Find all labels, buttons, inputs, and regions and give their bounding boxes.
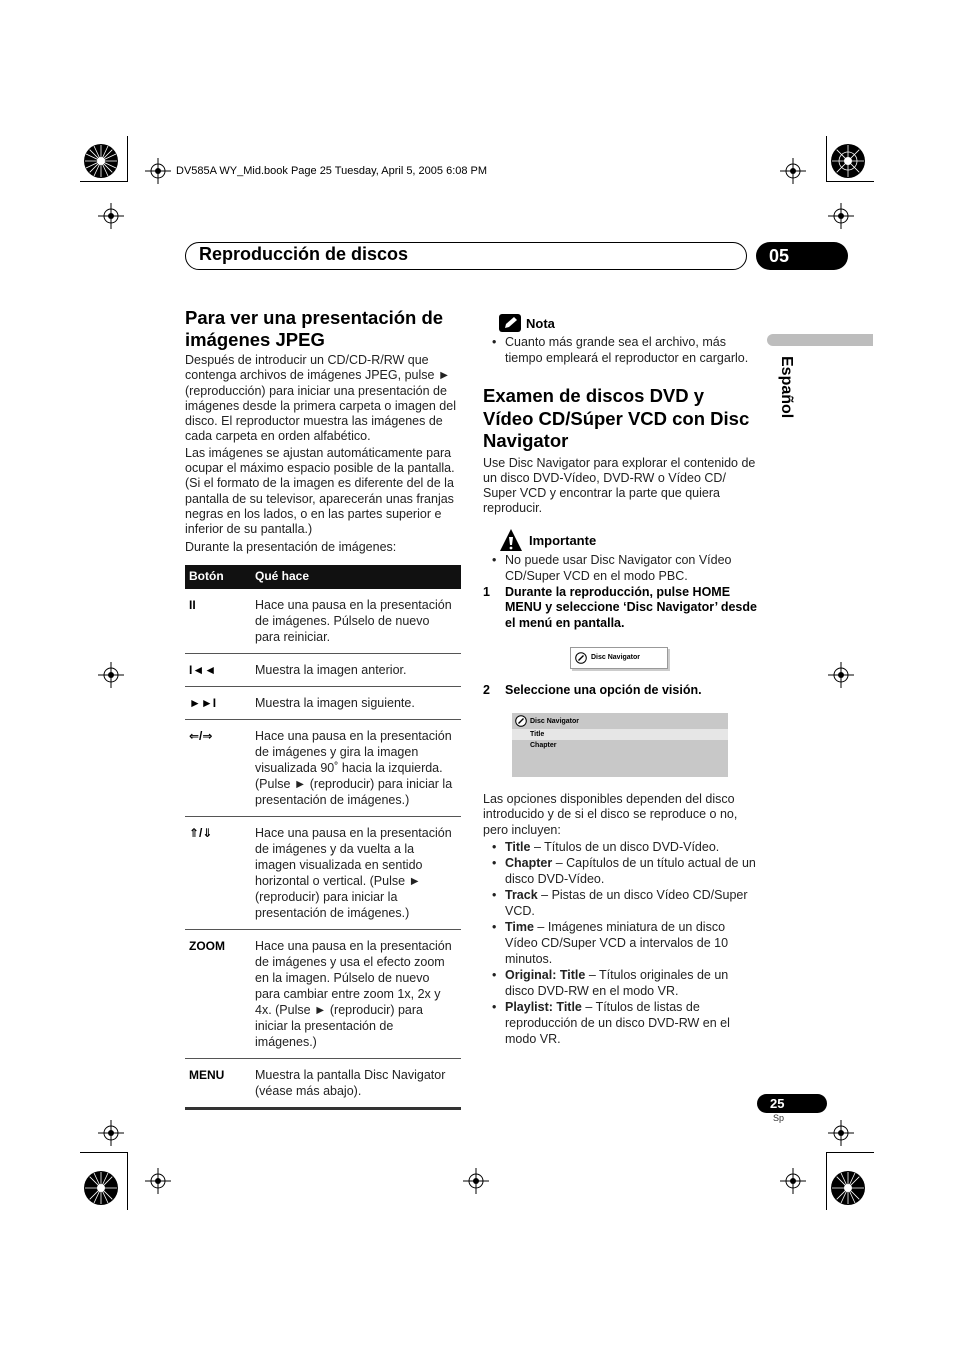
crop-line (826, 136, 827, 182)
crosshair-mark-icon (98, 203, 124, 229)
menu-key: MENU (185, 1059, 251, 1109)
table-row (185, 930, 461, 1059)
options-intro: Las opciones disponibles dependen del disco introducido y de si el disco se reproduce o no, pero incluyen: (483, 792, 738, 837)
option-term: Original: Title (505, 967, 586, 982)
important-box (499, 528, 757, 584)
option-desc: – Títulos originales de un disco DVD-RW en el modo VR. (505, 967, 729, 998)
step-text: Seleccione una opción de visión. (505, 683, 702, 697)
navigator-intro: Use Disc Navigator para explorar el contenido de un disco DVD-Vídeo, DVD-RW o Vídeo CD/ Super VCD y encontrar la parte que quiera reproducir. (483, 455, 756, 516)
option-desc: – Imágenes miniatura de un disco Vídeo CD/Super VCD a intervalos de 10 minutos. (505, 919, 729, 966)
jpeg-during-text: Durante la presentación de imágenes: (185, 539, 397, 554)
list-item (483, 967, 758, 999)
crosshair-mark-icon (780, 1168, 806, 1194)
table-cell: Muestra la pantalla Disc Navigator (véase más abajo). (251, 1059, 461, 1109)
crosshair-mark-icon (145, 158, 171, 184)
table-header-button: Botón (185, 565, 251, 589)
osd-disc-navigator-button[interactable] (570, 647, 668, 669)
next-key-icon: ►►I (185, 687, 251, 720)
note-item: • Cuanto más grande sea el archivo, más tiempo empleará el reproductor en cargarlo. (483, 334, 757, 366)
previous-key-icon: I◄◄ (185, 654, 251, 687)
list-item (483, 839, 758, 855)
important-item: • No puede usar Disc Navigator con Vídeo CD/Super VCD en el modo PBC. (483, 552, 757, 584)
osd-button-label: Disc Navigator (591, 654, 641, 661)
table-row (185, 654, 461, 687)
option-term: Playlist: Title (505, 999, 582, 1014)
step-1 (483, 585, 758, 631)
crosshair-mark-icon (828, 1120, 854, 1146)
table-cell: Muestra la imagen anterior. (251, 654, 461, 687)
jpeg-heading: Para ver una presentación de imágenes JPEG (185, 307, 444, 350)
note-label: Nota (526, 315, 555, 331)
table-row (185, 589, 461, 654)
table-cell: Hace una pausa en la presentación de imágenes y gira la imagen visualizada 90˚ hacia la izquierda. (Pulse ► (reproducir) para iniciar la presentación de imágenes.) (251, 720, 461, 817)
crosshair-mark-icon (98, 1120, 124, 1146)
table-cell: Hace una pausa en la presentación de imágenes y usa el efecto zoom en la imagen. Púlselo de nuevo para cambiar entre zoom 1x, 2x y 4x. (Pulse ► (reproducir) para iniciar la presentación de imágenes.) (251, 930, 461, 1059)
zoom-key: ZOOM (185, 930, 251, 1059)
page-lang-code: Sp (773, 1113, 785, 1123)
language-tab (767, 334, 873, 346)
crop-line (80, 181, 128, 182)
option-term: Chapter (505, 855, 553, 870)
option-desc: – Títulos de listas de reproducción de un disco DVD-RW en el modo VR. (505, 999, 730, 1046)
table-cell: Hace una pausa en la presentación de imágenes y da vuelta a la imagen visualizada en sentido horizontal o vertical. (Pulse ► (reproducir) para iniciar la presentación de imágenes.) (251, 817, 461, 930)
crop-line (127, 136, 128, 182)
options-section (483, 792, 758, 1047)
table-row (185, 817, 461, 930)
warning-icon (499, 528, 523, 552)
crop-line (826, 1152, 874, 1153)
up-down-arrow-icon: ⇑/⇓ (185, 817, 251, 930)
option-term: Time (505, 919, 534, 934)
registration-disc-icon (830, 1170, 866, 1206)
step-number: 2 (483, 683, 490, 697)
note-box (499, 314, 757, 366)
list-item (483, 887, 758, 919)
option-term: Track (505, 887, 538, 902)
table-cell: Muestra la imagen siguiente. (251, 687, 461, 720)
crosshair-mark-icon (98, 662, 124, 688)
disc-navigator-icon (575, 652, 587, 664)
step-2 (483, 683, 758, 698)
language-label: Español (778, 356, 795, 419)
table-header-action: Qué hace (251, 565, 461, 589)
option-desc: – Títulos de un disco DVD-Vídeo. (530, 839, 720, 854)
registration-disc-icon (830, 143, 866, 179)
print-info: DV585A WY_Mid.book Page 25 Tuesday, April 5, 2005 6:08 PM (176, 165, 488, 177)
option-desc: – Pistas de un disco Vídeo CD/Super VCD. (505, 887, 748, 918)
crosshair-mark-icon (463, 1168, 489, 1194)
navigator-section (483, 385, 758, 517)
crop-line (127, 1152, 128, 1210)
table-row (185, 720, 461, 817)
registration-disc-icon (83, 1170, 119, 1206)
crosshair-mark-icon (828, 203, 854, 229)
left-right-arrow-icon: ⇐/⇒ (185, 720, 251, 817)
crosshair-mark-icon (780, 158, 806, 184)
osd-option-chapter[interactable]: Chapter (530, 742, 557, 749)
crosshair-mark-icon (828, 662, 854, 688)
list-item (483, 999, 758, 1047)
step-text: Durante la reproducción, pulse HOME MENU y seleccione ‘Disc Navigator’ desde el menú en pantalla. (505, 585, 757, 630)
table-row (185, 687, 461, 720)
crop-line (826, 1152, 827, 1210)
section-title: Reproducción de discos (199, 244, 409, 264)
osd-disc-navigator-panel (512, 713, 728, 777)
jpeg-section (185, 307, 463, 555)
crop-line (80, 1152, 128, 1153)
pause-key-icon: II (185, 589, 251, 654)
table-row (185, 1059, 461, 1109)
jpeg-intro: Después de introducir un CD/CD-R/RW que contenga archivos de imágenes JPEG, pulse ► (reproducción) para iniciar una presentación de imágenes desde la primera carpeta o imagen del disco. El reproductor muestra las imágenes de cada carpeta en orden alfabético. (185, 353, 456, 444)
registration-disc-icon (83, 143, 119, 179)
table-cell: Hace una pausa en la presentación de imágenes. Púlselo de nuevo para reiniciar. (251, 589, 461, 654)
osd-panel-title: Disc Navigator (530, 718, 580, 725)
crosshair-mark-icon (145, 1168, 171, 1194)
option-desc: – Capítulos de un título actual de un disco DVD-Vídeo. (505, 855, 756, 886)
list-item (483, 919, 758, 967)
option-term: Title (505, 839, 531, 854)
important-label: Importante (529, 532, 597, 548)
note-pencil-icon (499, 314, 521, 332)
button-table (185, 565, 461, 1110)
crop-line (826, 181, 874, 182)
step-number: 1 (483, 585, 490, 599)
list-item (483, 855, 758, 887)
navigator-heading: Examen de discos DVD y Vídeo CD/Súper VCD con Disc Navigator (483, 385, 750, 451)
page-number: 25 (757, 1094, 827, 1113)
osd-option-title[interactable]: Title (512, 729, 728, 740)
chapter-badge: 05 (756, 242, 848, 270)
jpeg-adjust-text: Las imágenes se ajustan automáticamente para ocupar el máximo espacio posible de la pantalla. (Si el formato de la imagen es diferente del de la pantalla de su televisor, aparecerán unas franjas negras en los lados, o en las partes superior e inferior de su pantalla.) (185, 445, 455, 537)
